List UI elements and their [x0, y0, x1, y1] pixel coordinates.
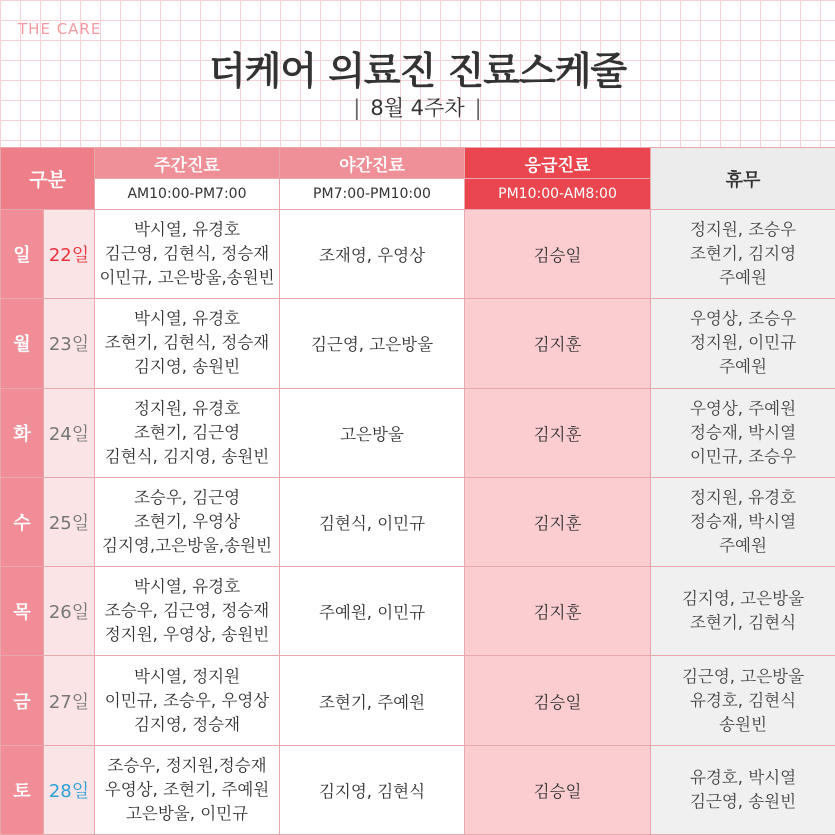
rest-cell: [651, 745, 835, 834]
table-row: [1, 210, 835, 299]
rest-cell: [651, 299, 835, 388]
name-line: 이민규, 고은방울,송원빈: [99, 268, 275, 288]
name-line: 김지영, 정승재: [133, 714, 241, 734]
name-line: 김지영, 고은방울: [681, 589, 805, 609]
table-row: [1, 299, 835, 388]
name-line: 주예원: [719, 357, 767, 377]
header-gubun: 구분: [1, 148, 95, 210]
night-shift-cell: 김근영, 고은방울: [280, 299, 465, 388]
day-shift-cell: [95, 477, 280, 566]
day-of-week: 화: [1, 388, 44, 477]
rest-cell: [651, 210, 835, 299]
name-line: 주예원: [719, 535, 767, 555]
date-cell: 26일: [44, 567, 95, 656]
night-shift-cell: 주예원, 이민규: [280, 567, 465, 656]
brand-logo-text: THE CARE: [18, 20, 102, 38]
date-cell: 23일: [44, 299, 95, 388]
night-shift-cell: 김현식, 이민규: [280, 477, 465, 566]
table-row: [1, 745, 835, 834]
name-line: 김지영,고은방울,송원빈: [102, 535, 272, 555]
date-cell: 24일: [44, 388, 95, 477]
name-line: 정지원, 유경호: [689, 487, 797, 507]
name-line: 이민규, 조승우: [689, 446, 797, 466]
header-emergency-label: 응급진료: [465, 148, 651, 179]
night-shift-cell: 조재영, 우영상: [280, 210, 465, 299]
name-line: 유경호, 김현식: [689, 690, 797, 710]
day-shift-cell: [95, 567, 280, 656]
table-row: [1, 477, 835, 566]
name-line: 정승재, 박시열: [689, 422, 797, 442]
table-row: [1, 388, 835, 477]
emergency-shift-cell: 김승일: [465, 745, 651, 834]
header-day-label: 주간진료: [95, 148, 280, 179]
date-cell: 28일: [44, 745, 95, 834]
emergency-shift-cell: 김지훈: [465, 567, 651, 656]
emergency-shift-cell: 김지훈: [465, 388, 651, 477]
name-line: 정승재, 박시열: [689, 511, 797, 531]
header-day-time: AM10:00-PM7:00: [95, 179, 280, 210]
week-label: 8월 4주차: [370, 96, 465, 120]
name-line: 박시열, 유경호: [133, 309, 241, 329]
emergency-shift-cell: 김지훈: [465, 477, 651, 566]
name-line: 김근영, 김현식, 정승재: [104, 244, 270, 264]
night-shift-cell: 조현기, 주예원: [280, 656, 465, 745]
table-row: [1, 567, 835, 656]
date-cell: 27일: [44, 656, 95, 745]
day-of-week: 월: [1, 299, 44, 388]
name-line: 조승우, 김근영, 정승재: [104, 601, 270, 621]
name-line: 조현기, 우영상: [133, 511, 241, 531]
name-line: 이민규, 조승우, 우영상: [104, 690, 270, 710]
day-shift-cell: [95, 299, 280, 388]
name-line: 조현기, 김현식, 정승재: [104, 333, 270, 353]
emergency-shift-cell: 김승일: [465, 210, 651, 299]
table-row: [1, 656, 835, 745]
rest-cell: [651, 656, 835, 745]
rest-cell: [651, 388, 835, 477]
rest-cell: [651, 567, 835, 656]
name-line: 박시열, 유경호: [133, 220, 241, 240]
rest-cell: [651, 477, 835, 566]
day-of-week: 일: [1, 210, 44, 299]
name-line: 조현기, 김지영: [689, 244, 797, 264]
name-line: 우영상, 조승우: [689, 309, 797, 329]
name-line: 조현기, 김현식: [689, 613, 797, 633]
name-line: 우영상, 조현기, 주예원: [104, 779, 270, 799]
name-line: 유경호, 박시열: [689, 767, 797, 787]
emergency-shift-cell: 김승일: [465, 656, 651, 745]
name-line: 송원빈: [719, 714, 767, 734]
night-shift-cell: 김지영, 김현식: [280, 745, 465, 834]
name-line: 정지원, 이민규: [689, 333, 797, 353]
page-subtitle: | 8월 4주차 |: [353, 96, 482, 120]
page-title: 더케어 의료진 진료스케줄: [208, 49, 627, 93]
day-shift-cell: [95, 388, 280, 477]
name-line: 정지원, 우영상, 송원빈: [104, 625, 270, 645]
header-night-label: 야간진료: [280, 148, 465, 179]
name-line: 조현기, 김근영: [133, 422, 241, 442]
name-line: 김현식, 김지영, 송원빈: [104, 446, 270, 466]
date-cell: 25일: [44, 477, 95, 566]
header-row: [1, 148, 835, 179]
day-shift-cell: [95, 656, 280, 745]
emergency-shift-cell: 김지훈: [465, 299, 651, 388]
day-of-week: 목: [1, 567, 44, 656]
name-line: 김근영, 송원빈: [689, 791, 797, 811]
name-line: 주예원: [719, 268, 767, 288]
name-line: 박시열, 유경호: [133, 577, 241, 597]
name-line: 정지원, 조승우: [689, 220, 797, 240]
name-line: 김근영, 고은방울: [681, 666, 805, 686]
name-line: 김지영, 송원빈: [133, 357, 241, 377]
date-cell: 22일: [44, 210, 95, 299]
night-shift-cell: 고은방울: [280, 388, 465, 477]
day-shift-cell: [95, 745, 280, 834]
day-of-week: 토: [1, 745, 44, 834]
name-line: 정지원, 유경호: [133, 398, 241, 418]
name-line: 고은방울, 이민규: [125, 803, 249, 823]
header-emergency-time: PM10:00-AM8:00: [465, 179, 651, 210]
name-line: 조승우, 정지원,정승재: [107, 755, 267, 775]
name-line: 박시열, 정지원: [133, 666, 241, 686]
name-line: 우영상, 주예원: [689, 398, 797, 418]
day-of-week: 금: [1, 656, 44, 745]
header-rest-label: 휴무: [651, 148, 835, 210]
day-of-week: 수: [1, 477, 44, 566]
schedule-table: [0, 147, 835, 835]
name-line: 조승우, 김근영: [133, 487, 241, 507]
day-shift-cell: [95, 210, 280, 299]
header-night-time: PM7:00-PM10:00: [280, 179, 465, 210]
